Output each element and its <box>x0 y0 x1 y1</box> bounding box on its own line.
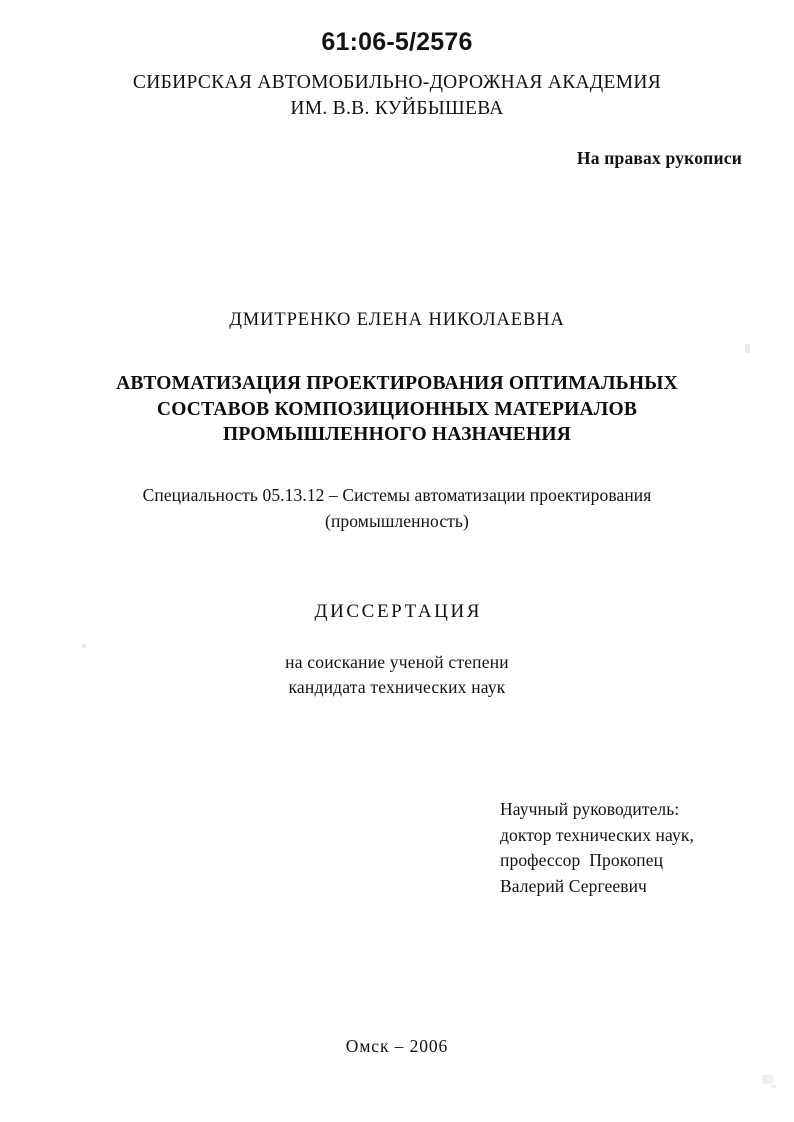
document-type: ДИССЕРТАЦИЯ <box>314 601 483 622</box>
institution-line-1: СИБИРСКАЯ АВТОМОБИЛЬНО-ДОРОЖНАЯ АКАДЕМИЯ <box>132 72 662 93</box>
supervisor-line-3: профессор Прокопец <box>500 850 664 870</box>
supervisor-line-4: Валерий Сергеевич <box>500 875 647 896</box>
degree-line-2: кандидата технических наук <box>288 677 506 697</box>
supervisor-line-1: Научный руководитель: <box>500 799 680 819</box>
scientific-supervisor <box>500 797 694 899</box>
archive-code: 61:06-5/2576 <box>321 28 473 56</box>
dissertation-title <box>0 371 794 448</box>
scan-speck <box>745 344 750 353</box>
city-and-year: Омск – 2006 <box>345 1036 449 1056</box>
degree-line-1: на соискание ученой степени <box>285 652 509 672</box>
title-line-1: АВТОМАТИЗАЦИЯ ПРОЕКТИРОВАНИЯ ОПТИМАЛЬНЫХ <box>116 373 678 394</box>
title-line-3: ПРОМЫШЛЕННОГО НАЗНАЧЕНИЯ <box>223 424 571 445</box>
manuscript-rights-note: На правах рукописи <box>576 148 742 168</box>
speciality-line-2: (промышленность) <box>325 511 469 531</box>
scan-speck <box>771 1085 776 1088</box>
academic-degree <box>0 650 794 700</box>
supervisor-line-2: доктор технических наук, <box>500 824 694 845</box>
speciality-line-1: Специальность 05.13.12 – Системы автоматизации проектирования <box>142 485 652 505</box>
speciality <box>0 482 794 534</box>
author-name: ДМИТРЕНКО ЕЛЕНА НИКОЛАЕВНА <box>229 310 565 330</box>
institution-line-2: ИМ. В.В. КУЙБЫШЕВА <box>290 98 504 119</box>
institution-name <box>0 70 794 122</box>
scan-speck <box>762 1075 773 1084</box>
title-line-2: СОСТАВОВ КОМПОЗИЦИОННЫХ МАТЕРИАЛОВ <box>156 398 638 420</box>
scan-speck <box>82 644 86 648</box>
